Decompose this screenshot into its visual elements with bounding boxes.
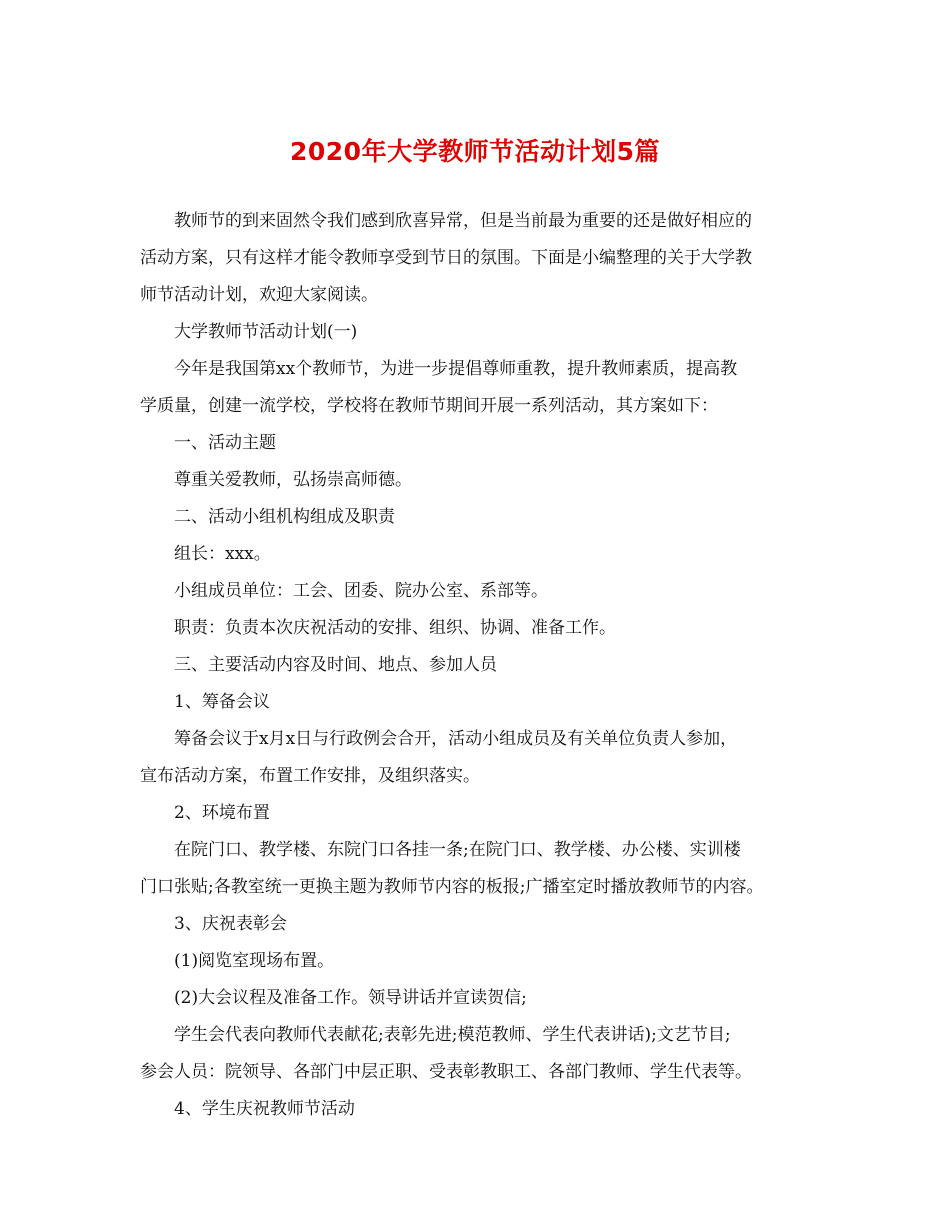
document-title: 2020年大学教师节活动计划5篇 (290, 137, 660, 166)
document-body (140, 203, 820, 1128)
section-heading: 大学教师节活动计划(一) (174, 322, 358, 342)
section-heading: 三、主要活动内容及时间、地点、参加人员 (174, 655, 497, 675)
section-heading: 一、活动主题 (174, 433, 276, 453)
paragraph-line: 在院门口、教学楼、东院门口各挂一条;在院门口、教学楼、办公楼、实训楼 (174, 840, 741, 860)
paragraph-line: 门口张贴;各教室统一更换主题为教师节内容的板报;广播室定时播放教师节的内容。 (140, 877, 764, 897)
paragraph-line: (1)阅览室现场布置。 (174, 951, 335, 971)
paragraph-line: 尊重关爱教师，弘扬崇高师德。 (174, 470, 412, 490)
paragraph-line: 学生会代表向教师代表献花;表彰先进;模范教师、学生代表讲话);文艺节目; (174, 1025, 731, 1045)
paragraph-line: 组长：xxx。 (174, 544, 271, 564)
paragraph-line: 活动方案，只有这样才能令教师享受到节日的氛围。下面是小编整理的关于大学教 (140, 248, 752, 268)
paragraph-line: 职责：负责本次庆祝活动的安排、组织、协调、准备工作。 (174, 618, 616, 638)
paragraph-line: 小组成员单位：工会、团委、院办公室、系部等。 (174, 581, 548, 601)
paragraph-line: (2)大会议程及准备工作。领导讲话并宣读贺信; (174, 988, 527, 1008)
paragraph-line: 学质量，创建一流学校，学校将在教师节期间开展一系列活动，其方案如下： (140, 396, 718, 416)
paragraph-line: 筹备会议于x月x日与行政例会合开，活动小组成员及有关单位负责人参加， (174, 729, 738, 749)
paragraph-line: 宣布活动方案，布置工作安排，及组织落实。 (140, 766, 480, 786)
paragraph-line: 今年是我国第xx个教师节，为进一步提倡尊师重教，提升教师素质，提高教 (174, 359, 738, 379)
paragraph-line: 参会人员：院领导、各部门中层正职、受表彰教职工、各部门教师、学生代表等。 (140, 1062, 752, 1082)
subsection-heading: 1、筹备会议 (174, 692, 270, 712)
subsection-heading: 4、学生庆祝教师节活动 (174, 1099, 355, 1119)
paragraph-line: 师节活动计划，欢迎大家阅读。 (140, 285, 378, 305)
subsection-heading: 2、环境布置 (174, 803, 270, 823)
paragraph-line: 教师节的到来固然令我们感到欣喜异常，但是当前最为重要的还是做好相应的 (174, 211, 752, 231)
section-heading: 二、活动小组机构组成及职责 (174, 507, 395, 527)
subsection-heading: 3、庆祝表彰会 (174, 914, 287, 934)
